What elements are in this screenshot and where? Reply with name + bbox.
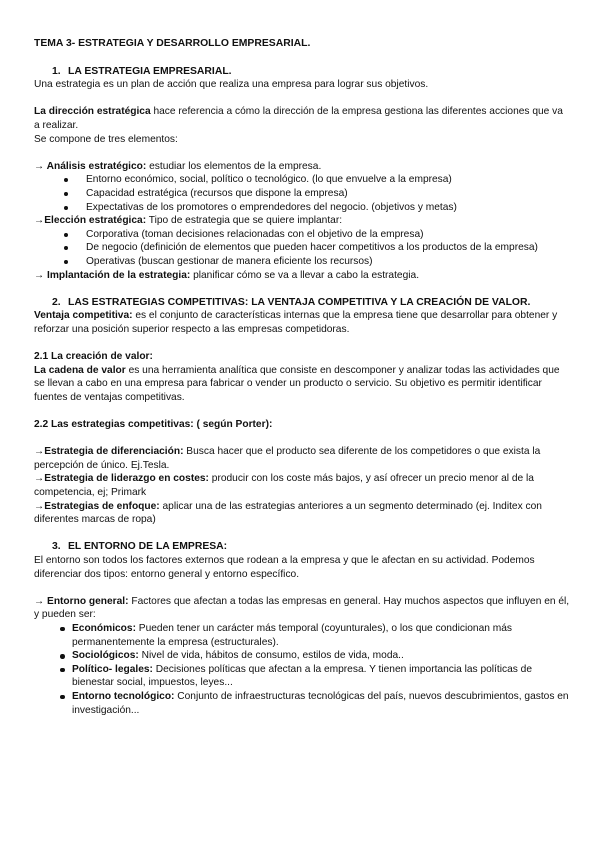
element-line: →Elección estratégica: Tipo de estrategia que se quiere implantar: xyxy=(34,215,343,227)
bold-term: → Entorno general: xyxy=(34,595,129,607)
list-item: Capacidad estratégica (recursos que dispone la empresa) xyxy=(34,187,570,201)
list-item: Corporativa (toman decisiones relacionadas con el objetivo de la empresa) xyxy=(34,228,570,242)
list-item: Entorno tecnológico: Conjunto de infraestructuras tecnológicas del país, nuevos descubrimientos, gastos en investigación... xyxy=(34,690,570,717)
bullet-list xyxy=(34,228,570,269)
bold-term: → Análisis estratégico: xyxy=(34,160,147,172)
list-item: Político- legales: Decisiones políticas que afectan a la empresa. Y tienen importancia las políticas de bienestar social, impuestos, leyes... xyxy=(34,663,570,690)
bold-term: → Implantación de la estrategia: xyxy=(34,269,191,281)
section-heading-text: LAS ESTRATEGIAS COMPETITIVAS: LA VENTAJA COMPETITIVA Y LA CREACIÓN DE VALOR. xyxy=(68,296,531,308)
element-line: → Entorno general: Factores que afectan a todas las empresas en general. Hay muchos aspectos que influyen en él, y pueden ser: xyxy=(34,595,570,621)
paragraph: Una estrategia es un plan de acción que realiza una empresa para lograr sus objetivos. xyxy=(34,79,429,91)
bold-term: Político- legales: xyxy=(72,663,153,675)
list-item: Económicos: Pueden tener un carácter más temporal (coyunturales), o los que condicionan más permanentemente la empresa (estructurales). xyxy=(34,622,570,649)
document-title: TEMA 3- ESTRATEGIA Y DESARROLLO EMPRESARIAL. xyxy=(34,38,311,49)
element-line: → Análisis estratégico: estudiar los elementos de la empresa. xyxy=(34,160,322,172)
bold-term: →Estrategia de liderazgo en costes: xyxy=(34,473,209,485)
list-item: Entorno económico, social, político o tecnológico. (lo que envuelve a la empresa) xyxy=(34,173,570,187)
section-number: 3. xyxy=(52,541,61,553)
bold-term: Ventaja competitiva: xyxy=(34,310,133,322)
paragraph: El entorno son todos los factores externos que rodean a la empresa y que le afectan en su actividad. Podemos diferenciar dos tipos: entorno general y entorno específico. xyxy=(34,554,535,580)
bold-term: Sociológicos: xyxy=(72,650,139,662)
paragraph: Se compone de tres elementos: xyxy=(34,133,178,145)
strategy-line: →Estrategias de enfoque: aplicar una de las estrategias anteriores a un segmento determinado (ej. Inditex con diferentes marcas de ropa) xyxy=(34,500,542,526)
section-heading-text: LA ESTRATEGIA EMPRESARIAL. xyxy=(68,65,232,77)
list-item: Expectativas de los promotores o emprendedores del negocio. (objetivos y metas) xyxy=(34,201,570,215)
section-number: 2. xyxy=(52,296,61,308)
bold-term: →Estrategia de diferenciación: xyxy=(34,446,184,458)
element-line: → Implantación de la estrategia: planificar cómo se va a llevar a cabo la estrategia. xyxy=(34,269,420,281)
section-3-heading xyxy=(34,540,570,554)
section-1-heading xyxy=(34,65,570,79)
paragraph: Ventaja competitiva: es el conjunto de características internas que la empresa tiene que desarrollar para obtener y reforzar una posición superior respecto a las empresas competidoras. xyxy=(34,310,558,335)
bullet-list xyxy=(34,622,570,717)
bold-term: →Estrategias de enfoque: xyxy=(34,500,160,512)
section-heading-text: EL ENTORNO DE LA EMPRESA: xyxy=(68,541,228,553)
section-2-heading xyxy=(34,296,570,310)
section-number: 1. xyxy=(52,65,61,77)
strategy-line: →Estrategia de diferenciación: Busca hacer que el producto sea diferente de los competidores o que exista la percepción de único. Ej.Tesla. xyxy=(34,446,541,471)
strategy-line: →Estrategia de liderazgo en costes: producir con los coste más bajos, y así ofrecer un precio menor al de la competencia, ej; Primark xyxy=(34,473,534,498)
paragraph: La cadena de valor es una herramienta analítica que consiste en descomponer y analizar todas las actividades que se llevan a cabo en una empresa para fabricar o vender un producto o servicio. Su objetivo es permitir identificar fuentes de ventajas competitivas. xyxy=(34,364,560,403)
list-item: Sociológicos: Nivel de vida, hábitos de consumo, estilos de vida, moda.. xyxy=(34,649,570,663)
subsection-heading: 2.2 Las estrategias competitivas: ( según Porter): xyxy=(34,419,273,431)
bullet-list xyxy=(34,173,570,214)
list-item: De negocio (definición de elementos que pueden hacer competitivos a los productos de la empresa) xyxy=(34,241,570,255)
bold-term: →Elección estratégica: xyxy=(34,215,147,227)
list-item: Operativas (buscan gestionar de manera eficiente los recursos) xyxy=(34,255,570,269)
subsection-heading: 2.1 La creación de valor: xyxy=(34,351,153,363)
bold-term: Económicos: xyxy=(72,622,136,634)
bold-term: La cadena de valor xyxy=(34,364,126,376)
bold-term: La dirección estratégica xyxy=(34,106,151,118)
paragraph: La dirección estratégica hace referencia a cómo la dirección de la empresa gestiona las diferentes acciones que va a realizar. xyxy=(34,106,563,131)
bold-term: Entorno tecnológico: xyxy=(72,690,175,702)
